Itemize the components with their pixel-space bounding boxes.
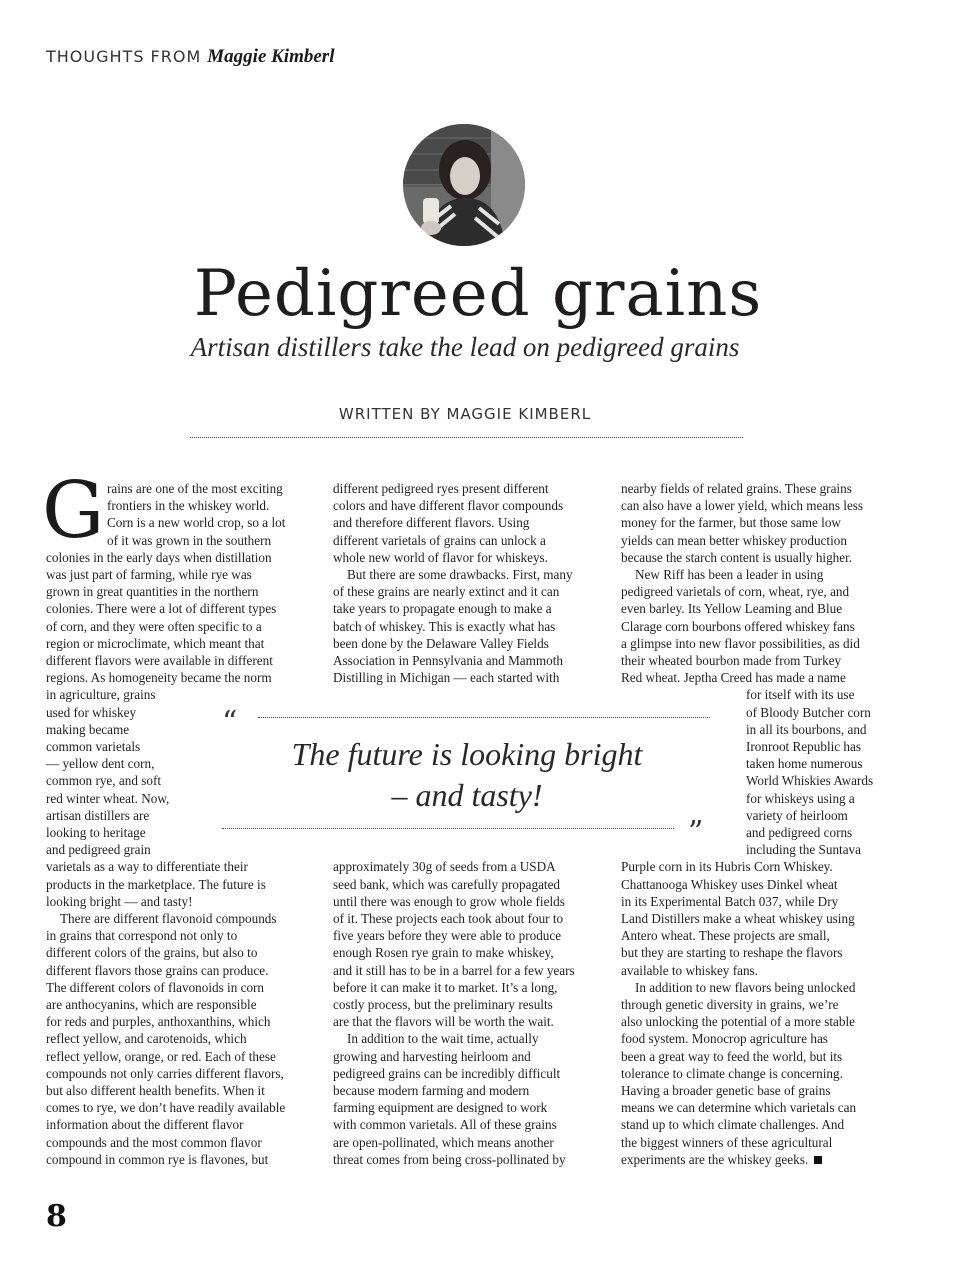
col1-para2: There are different flavonoid compounds in grains that correspond not only to different colors of the grains, but also to different flavors those grains can produce. The different colors of flavonoids in corn are anthocyanins, which are responsible for reds and purples, anthoxanthins, which reflect yellow, and carotenoids, which reflect yellow, orange, or red. Each of these compounds not only carries different flavors, but also different health benefits. When it comes to rye, we don’t have readily available information about the different flavor compounds and the most common flavor compound in common rye is flavones, but [46,911,286,1167]
col3-para2-end: Purple corn in its Hubris Corn Whiskey. Chattanooga Whiskey uses Dinkel wheat in its Experimental Batch 037, while Dry Land Distillers make a wheat whiskey using Antero wheat. These projects are small, but they are starting to reshape the flavors available to whiskey fans. [621,859,855,978]
drop-cap: G [42,466,105,556]
col3-para2: New Riff has been a leader in using pedigreed varietals of corn, wheat, rye, and even barley. Its Yellow Leaming and Blue Clarage corn bourbons offered whiskey fans a glimpse into new flavor possibilities, as did their wheated bourbon made from Turkey Red wheat. Jeptha Creed has made a name [621,567,860,686]
col1-para1-end: varietals as a way to differentiate their products in the marketplace. The future is looking bright — and tasty! [46,859,266,909]
kicker-author: Maggie Kimberl [207,46,335,67]
col2-para1: different pedigreed ryes present different colors and have different flavor compounds and therefore different flavors. Using different varietals of grains can unlock a whole new world of flavor for whiskeys. [333,481,564,565]
col1-para1-cont: colonies in the early days when distillation was just part of farming, while rye was grown in great quantities in the northern colonies. There were a lot of different types of corn, and they were often specific to a region or microclimate, which meant that different flavors were available in different regions. As homogeneity became the norm [46,549,277,686]
article-title: Pedigreed grains [193,257,763,331]
col2-para4: In addition to the wait time, actually growing and harvesting heirloom and pedigreed grains can be incredibly difficult because modern farming and modern farming equipment are designed to work with common varietals. All of these grains are open-pollinated, which means another threat comes from being cross-pollinated by [333,1031,566,1167]
page-number: 8 [46,1199,67,1234]
byline: WRITTEN BY MAGGIE KIMBERL [338,405,592,423]
close-quote-mark: ” [688,815,704,850]
col3-para2-narrow: for itself with its use of Bloody Butcher corn in all its bourbons, and Ironroot Republic has taken home numerous World Whiskies Awards for whiskeys using a variety of heirloom and pedigreed corns including the Suntava [746,687,874,858]
open-quote-mark: “ [222,705,238,740]
pullquote-rule-bottom [222,828,674,829]
col2-para2: But there are some drawbacks. First, many of these grains are nearly extinct and it can take years to propagate enough to make a batch of whiskey. This is exactly what has been done by the Delaware Valley Fields Association in Pennsylvania and Mammoth Distilling in Michigan — each started with [333,567,573,686]
author-portrait [403,124,525,246]
article-subtitle: Artisan distillers take the lead on pedigreed grains [190,332,740,362]
pull-quote [222,734,712,816]
byline-divider [190,437,743,438]
col3-para3 [621,979,856,1168]
pullquote-rule-top [258,717,710,718]
col1-para1-narrow: in agriculture, grains used for whiskey making became common varietals — yellow dent corn, common rye, and soft red winter wheat. Now, artisan distillers are looking to heritage and pedigreed grain [46,687,170,858]
col3-para3-text: In addition to new flavors being unlocked through genetic diversity in grains, we’re also unlocking the potential of a more stable food system. Monocrop agriculture has been a great way to feed the world, but its tolerance to climate change is concerning. Having a broader genetic base of grains means we can determine which varietals can stand up to which climate challenges. And the biggest winners of these agricultural experiments are the whiskey geeks. [621,979,857,1167]
col3-para1: nearby fields of related grains. These grains can also have a lower yield, which means less money for the farmer, but those same low yields can mean better whiskey production because the starch content is usually higher. [621,481,864,565]
kicker-label: THOUGHTS FROM [46,47,202,66]
col1-para1-wrap: rains are one of the most exciting frontiers in the whiskey world. Corn is a new world crop, so a lot of it was grown in the southern [107,481,286,548]
col2-para3: approximately 30g of seeds from a USDA seed bank, which was carefully propagated until there was enough to grow whole fields of it. These projects each took about four to five years before they were able to produce enough Rosen rye grain to make whiskey, and it still has to be in a barrel for a few years before it can make it to market. It’s a long, costly process, but the preliminary results are that the flavors will be worth the wait. [333,859,575,1030]
section-kicker [46,46,334,68]
end-mark [814,1156,822,1164]
pull-quote-line1: The future is looking bright [291,736,643,772]
pull-quote-line2: – and tasty! [391,777,543,813]
